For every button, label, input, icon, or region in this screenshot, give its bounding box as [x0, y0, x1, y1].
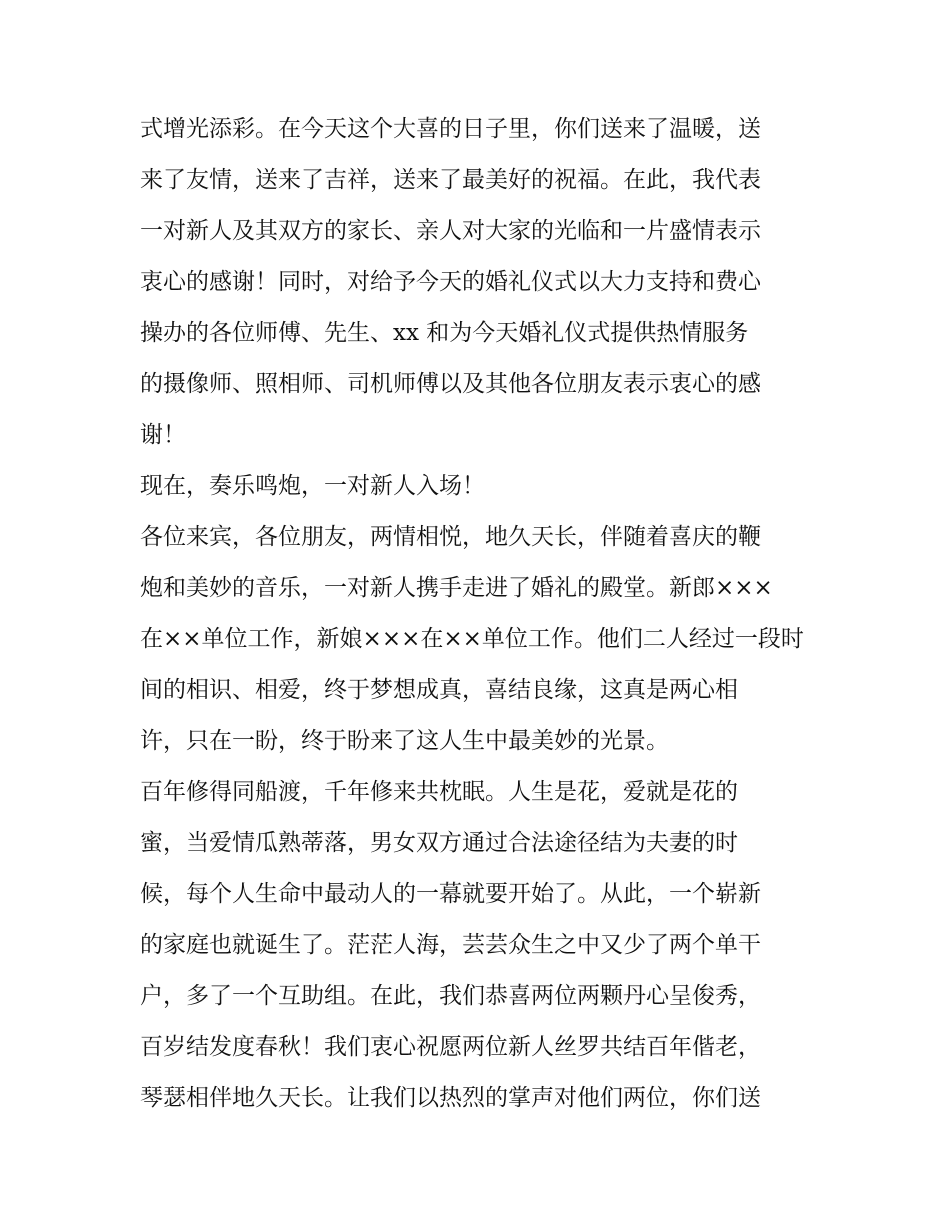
text-line: 户，多了一个互助组。在此，我们恭喜两位两颗丹心呈俊秀，: [140, 983, 761, 1009]
text-line: 候，每个人生命中最动人的一幕就要开始了。从此，一个崭新: [140, 881, 761, 907]
text-line: 琴瑟相伴地久天长。让我们以热烈的掌声对他们两位，你们送: [140, 1085, 761, 1111]
text-line: 百年修得同船渡，千年修来共枕眠。人生是花，爱就是花的: [140, 779, 738, 805]
text-line: 衷心的感谢！同时，对给予今天的婚礼仪式以大力支持和费心: [140, 269, 761, 295]
text-line: 谢！: [140, 422, 186, 448]
document-body: [140, 104, 820, 1124]
text-line: 间的相识、相爱，终于梦想成真，喜结良缘，这真是两心相: [140, 677, 738, 703]
text-line: 式增光添彩。在今天这个大喜的日子里，你们送来了温暖，送: [140, 116, 761, 142]
text-line: 的家庭也就诞生了。茫茫人海，芸芸众生之中又少了两个单干: [140, 932, 761, 958]
text-line: 现在，奏乐鸣炮，一对新人入场！: [140, 473, 485, 499]
text-line: 蜜，当爱情瓜熟蒂落，男女双方通过合法途径结为夫妻的时: [140, 830, 738, 856]
text-line: 来了友情，送来了吉祥，送来了最美好的祝福。在此，我代表: [140, 167, 761, 193]
text-line: 操办的各位师傅、先生、xx 和为今天婚礼仪式提供热情服务: [140, 320, 749, 346]
text-line: 许，只在一盼，终于盼来了这人生中最美妙的光景。: [140, 728, 669, 754]
text-line: 各位来宾，各位朋友，两情相悦，地久天长，伴随着喜庆的鞭: [140, 524, 761, 550]
text-line: 在××单位工作，新娘×××在××单位工作。他们二人经过一段时: [140, 626, 804, 652]
text-line: 的摄像师、照相师、司机师傅以及其他各位朋友表示衷心的感: [140, 371, 761, 397]
text-line: 炮和美妙的音乐，一对新人携手走进了婚礼的殿堂。新郎×××: [140, 575, 773, 601]
text-line: 一对新人及其双方的家长、亲人对大家的光临和一片盛情表示: [140, 218, 761, 244]
text-line: 百岁结发度春秋！我们衷心祝愿两位新人丝罗共结百年偕老，: [140, 1034, 761, 1060]
